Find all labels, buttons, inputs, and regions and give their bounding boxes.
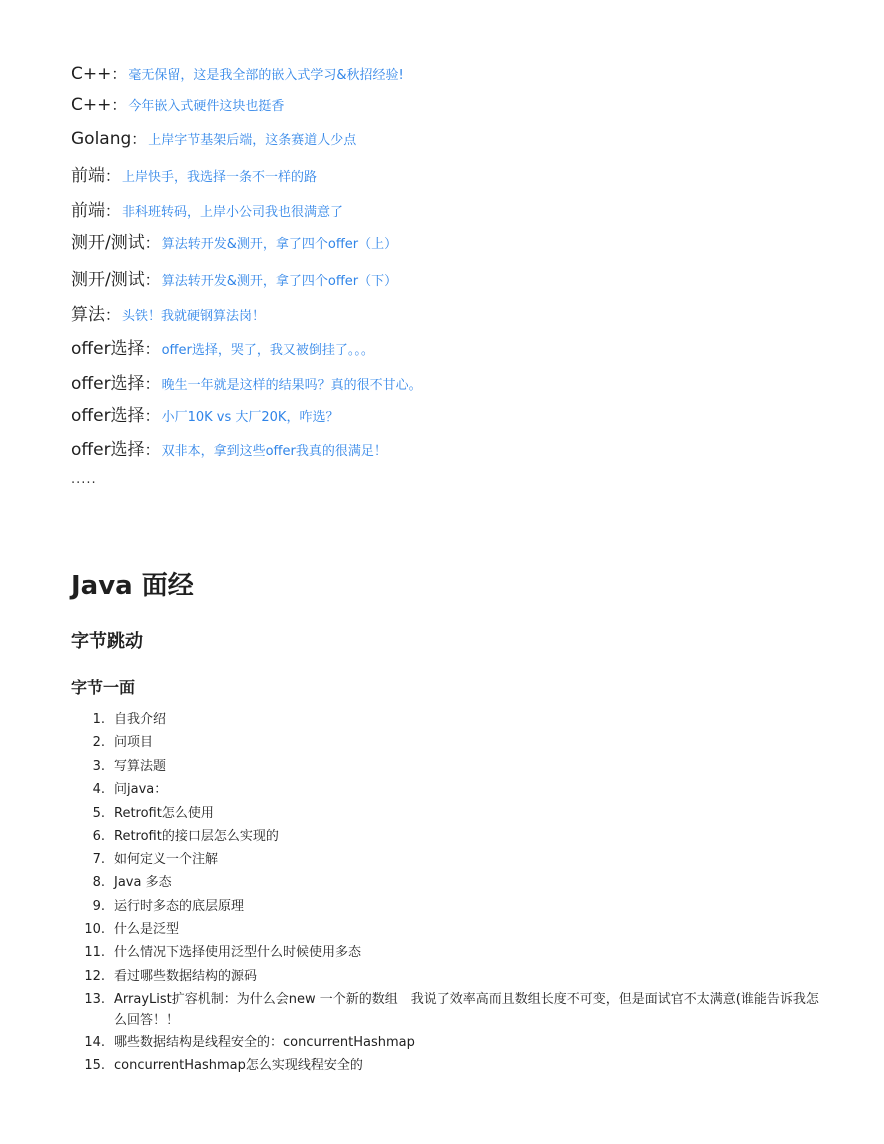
list-number: 10. bbox=[84, 922, 105, 937]
link-colon: ： bbox=[144, 407, 160, 425]
link-category: 测开/测试 bbox=[71, 233, 145, 253]
article-link[interactable]: 今年嵌入式硬件这块也挺香 bbox=[128, 99, 285, 114]
article-link[interactable]: 毫无保留，这是我全部的嵌入式学习&秋招经验! bbox=[128, 68, 404, 83]
article-link[interactable]: 算法转开发&测开，拿了四个offer（下） bbox=[161, 274, 398, 289]
article-link[interactable]: 非科班转码，上岸小公司我也很满意了 bbox=[122, 205, 344, 220]
company-heading: 字节跳动 bbox=[71, 631, 143, 652]
list-number: 9. bbox=[92, 899, 105, 914]
link-category: offer选择 bbox=[71, 440, 145, 460]
article-link[interactable]: 双非本，拿到这些offer我真的很满足！ bbox=[161, 444, 387, 459]
round-heading: 字节一面 bbox=[71, 678, 136, 697]
link-category: 前端 bbox=[71, 166, 105, 186]
article-link[interactable]: 头铁！我就硬钢算法岗！ bbox=[122, 309, 266, 324]
list-number: 6. bbox=[92, 829, 105, 844]
article-link[interactable]: 上岸快手，我选择一条不一样的路 bbox=[122, 170, 318, 185]
link-row bbox=[71, 268, 397, 294]
list-number: 4. bbox=[92, 782, 105, 797]
list-item bbox=[71, 989, 821, 1033]
list-number: 1. bbox=[92, 712, 105, 727]
list-item-text: concurrentHashmap怎么实现线程安全的 bbox=[114, 1058, 363, 1073]
link-row bbox=[71, 93, 284, 119]
link-colon: ： bbox=[144, 340, 160, 358]
link-category: 算法 bbox=[71, 305, 105, 325]
link-row bbox=[71, 372, 422, 398]
link-category: C++ bbox=[71, 95, 112, 115]
list-item-text: 哪些数据结构是线程安全的：concurrentHashmap bbox=[114, 1035, 415, 1050]
list-number: 8. bbox=[92, 875, 105, 890]
list-item-text: Java 多态 bbox=[114, 875, 172, 890]
link-row bbox=[71, 127, 356, 153]
link-category: Golang bbox=[71, 129, 132, 149]
list-number: 7. bbox=[92, 852, 105, 867]
link-row bbox=[71, 164, 317, 190]
list-item-text: 看过哪些数据结构的源码 bbox=[114, 969, 258, 984]
link-category: 前端 bbox=[71, 201, 105, 221]
article-link[interactable]: 算法转开发&测开，拿了四个offer（上） bbox=[161, 237, 398, 252]
list-number: 12. bbox=[84, 969, 105, 984]
list-item-text: 如何定义一个注解 bbox=[114, 852, 219, 867]
list-number: 2. bbox=[92, 735, 105, 750]
list-item-text: Retrofit的接口层怎么实现的 bbox=[114, 829, 279, 844]
link-colon: ： bbox=[144, 234, 160, 252]
link-category: offer选择 bbox=[71, 374, 145, 394]
link-colon: ： bbox=[105, 167, 121, 185]
link-row bbox=[71, 404, 338, 430]
list-item-text: 问java： bbox=[114, 782, 168, 797]
list-item-text: 写算法题 bbox=[114, 759, 167, 774]
link-colon: ： bbox=[144, 441, 160, 459]
link-row bbox=[71, 199, 343, 225]
link-colon: ： bbox=[111, 65, 127, 83]
list-number: 13. bbox=[84, 992, 105, 1007]
link-category: C++ bbox=[71, 64, 112, 84]
link-colon: ： bbox=[111, 96, 127, 114]
article-link[interactable]: 上岸字节基架后端，这条赛道人少点 bbox=[148, 133, 357, 148]
section-title: Java 面经 bbox=[71, 571, 194, 601]
link-category: 测开/测试 bbox=[71, 270, 145, 290]
article-link[interactable]: 晚生一年就是这样的结果吗？真的很不甘心。 bbox=[161, 378, 422, 393]
list-item-text: 什么是泛型 bbox=[114, 922, 180, 937]
list-item-text: 运行时多态的底层原理 bbox=[114, 899, 245, 914]
list-number: 11. bbox=[84, 945, 105, 960]
link-category: offer选择 bbox=[71, 339, 145, 359]
link-row bbox=[71, 231, 397, 257]
list-item-text: 什么情况下选择使用泛型什么时候使用多态 bbox=[114, 945, 362, 960]
list-item-text: ArrayList扩容机制：为什么会new 一个新的数组 我说了效率高而且数组长度不可变，但是面试官不太满意(谁能告诉我怎么回答！！ bbox=[114, 992, 819, 1028]
link-colon: ： bbox=[131, 130, 147, 148]
link-colon: ： bbox=[105, 306, 121, 324]
link-colon: ： bbox=[144, 271, 160, 289]
ellipsis: ..... bbox=[71, 472, 97, 487]
link-row bbox=[71, 62, 404, 88]
list-number: 5. bbox=[92, 806, 105, 821]
link-category: offer选择 bbox=[71, 406, 145, 426]
list-number: 15. bbox=[84, 1058, 105, 1073]
list-number: 3. bbox=[92, 759, 105, 774]
list-number: 14. bbox=[84, 1035, 105, 1050]
link-colon: ： bbox=[144, 375, 160, 393]
article-link[interactable]: offer选择，哭了，我又被倒挂了。。。 bbox=[161, 343, 374, 358]
link-row bbox=[71, 303, 265, 329]
list-item-text: 问项目 bbox=[114, 735, 154, 750]
list-item-text: Retrofit怎么使用 bbox=[114, 806, 214, 821]
link-row bbox=[71, 438, 387, 464]
list-item-text: 自我介绍 bbox=[114, 712, 167, 727]
link-row bbox=[71, 337, 374, 363]
link-colon: ： bbox=[105, 202, 121, 220]
article-link[interactable]: 小厂10K vs 大厂20K，咋选？ bbox=[161, 410, 339, 425]
